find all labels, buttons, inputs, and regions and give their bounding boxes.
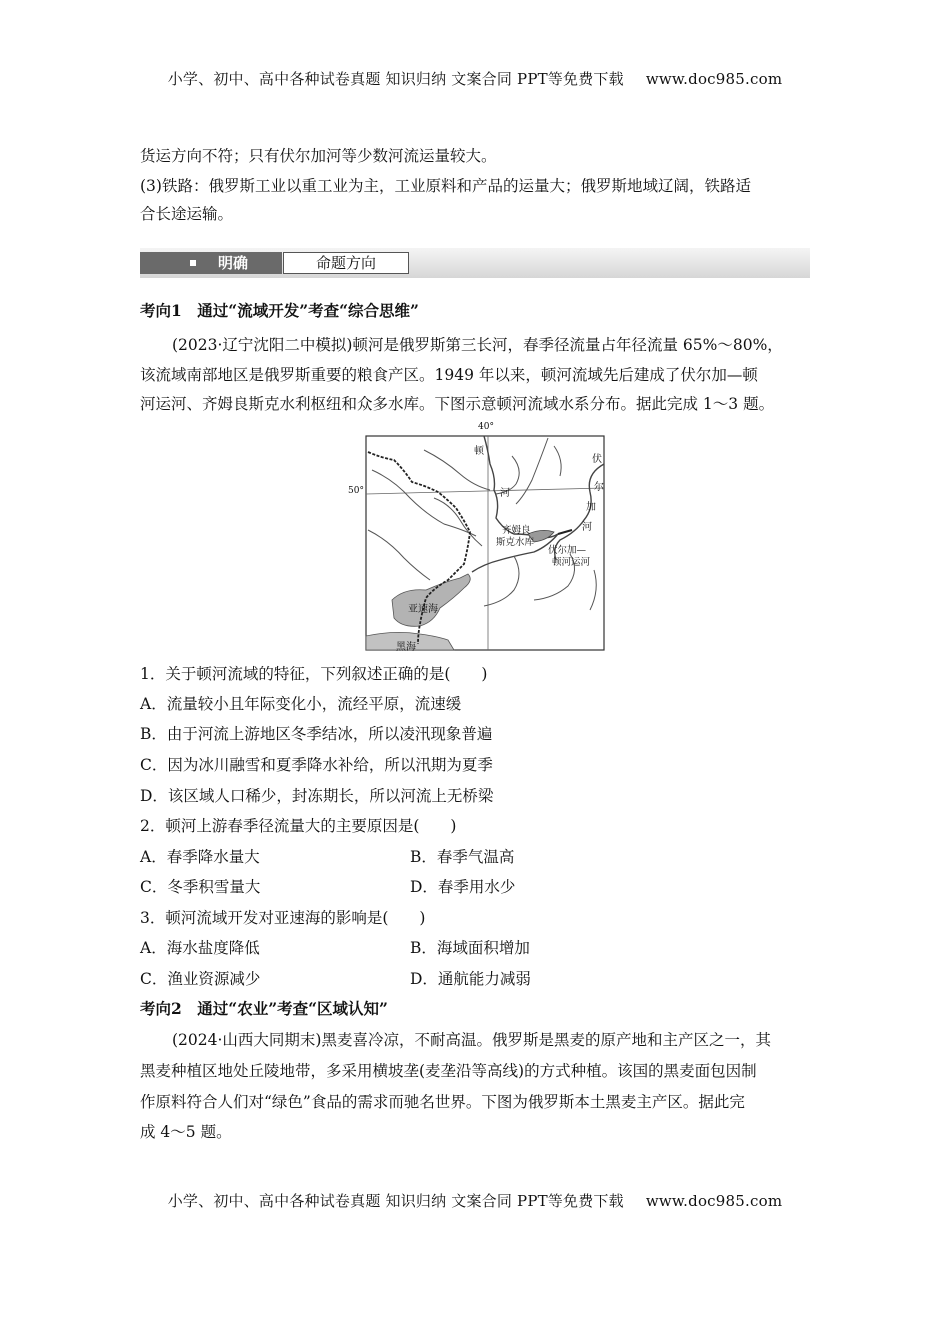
don-river-basin-map bbox=[348, 422, 606, 653]
section2-para-line-4: 成 4～5 题。 bbox=[140, 1123, 232, 1141]
header-text: 小学、初中、高中各种试卷真题 知识归纳 文案合同 PPT等免费下载 bbox=[167, 70, 624, 88]
page-header bbox=[0, 68, 950, 89]
don-label-2: 河 bbox=[500, 488, 510, 499]
canal-label-2: 顿河运河 bbox=[552, 557, 591, 568]
q1-stem: 1．关于顿河流域的特征，下列叙述正确的是( ) bbox=[140, 665, 488, 683]
canal-label-1: 伏尔加— bbox=[548, 545, 587, 556]
black-sea-label: 黑海 bbox=[396, 642, 416, 653]
section2-para-line-1: (2024·山西大同期末)黑麦喜冷凉，不耐高温。俄罗斯是黑麦的原产地和主产区之一，其 bbox=[172, 1031, 771, 1049]
section-banner bbox=[140, 248, 810, 278]
square-bullet-icon bbox=[190, 260, 196, 266]
section2-para-line-3: 作原料符合人们对“绿色”食品的需求而驰名世界。下图为俄罗斯本土黑麦主产区。据此完 bbox=[140, 1093, 745, 1111]
intro-line-2: (3)铁路：俄罗斯工业以重工业为主，工业原料和产品的运量大；俄罗斯地域辽阔，铁路适 bbox=[140, 177, 751, 195]
q2-option-c[interactable]: C．冬季积雪量大 bbox=[140, 878, 261, 896]
q3-option-a[interactable]: A．海水盐度降低 bbox=[140, 939, 260, 957]
section1-title: 考向1 通过“流域开发”考查“综合思维” bbox=[140, 301, 419, 320]
q3-option-b[interactable]: B．海域面积增加 bbox=[410, 939, 530, 957]
don-label-1: 顿 bbox=[474, 446, 484, 457]
volga-label-1: 伏 bbox=[592, 454, 602, 465]
banner-left-label: 明确 bbox=[218, 254, 249, 272]
footer-url[interactable]: www.doc985.com bbox=[645, 1192, 783, 1210]
intro-line-1: 货运方向不符；只有伏尔加河等少数河流运量较大。 bbox=[140, 147, 497, 165]
volga-label-3: 加 bbox=[586, 502, 596, 513]
q3-option-d[interactable]: D．通航能力减弱 bbox=[410, 970, 531, 988]
reservoir-label-2: 斯克水库 bbox=[496, 537, 535, 548]
section2-title: 考向2 通过“农业”考查“区域认知” bbox=[140, 999, 388, 1018]
q2-option-b[interactable]: B．春季气温高 bbox=[410, 848, 515, 866]
lat-label: 50° bbox=[348, 486, 364, 496]
q1-option-b[interactable]: B．由于河流上游地区冬季结冰，所以凌汛现象普遍 bbox=[140, 725, 493, 743]
azov-sea-label: 亚速海 bbox=[408, 604, 438, 615]
intro-line-3: 合长途运输。 bbox=[140, 205, 234, 223]
section1-para-line-2: 该流域南部地区是俄罗斯重要的粮食产区。1949 年以来，顿河流域先后建成了伏尔加—顿 bbox=[140, 366, 758, 384]
section1-para-line-1: (2023·辽宁沈阳二中模拟)顿河是俄罗斯第三长河，春季径流量占年径流量 65%～80%， bbox=[172, 336, 783, 354]
map-svg bbox=[364, 430, 606, 652]
q3-stem: 3．顿河流域开发对亚速海的影响是( ) bbox=[140, 909, 426, 927]
q3-option-c[interactable]: C．渔业资源减少 bbox=[140, 970, 261, 988]
q2-option-d[interactable]: D．春季用水少 bbox=[410, 878, 516, 896]
q2-stem: 2．顿河上游春季径流量大的主要原因是( ) bbox=[140, 817, 457, 835]
volga-label-4: 河 bbox=[582, 522, 592, 533]
banner-right-label: 命题方向 bbox=[283, 252, 409, 274]
section2-para-line-2: 黑麦种植区地处丘陵地带，多采用横坡垄(麦垄沿等高线)的方式种植。该国的黑麦面包因制 bbox=[140, 1062, 757, 1080]
q1-option-c[interactable]: C．因为冰川融雪和夏季降水补给，所以汛期为夏季 bbox=[140, 756, 493, 774]
q2-option-a[interactable]: A．春季降水量大 bbox=[140, 848, 260, 866]
footer-text: 小学、初中、高中各种试卷真题 知识归纳 文案合同 PPT等免费下载 bbox=[167, 1192, 624, 1210]
lon-label: 40° bbox=[478, 422, 494, 432]
reservoir-label-1: 齐姆良 bbox=[502, 525, 531, 536]
section1-para-line-3: 河运河、齐姆良斯克水利枢纽和众多水库。下图示意顿河流域水系分布。据此完成 1～3 题。 bbox=[140, 395, 775, 413]
banner-dark-tab bbox=[140, 252, 282, 274]
q1-option-d[interactable]: D．该区域人口稀少，封冻期长，所以河流上无桥梁 bbox=[140, 787, 494, 805]
q1-option-a[interactable]: A．流量较小且年际变化小，流经平原，流速缓 bbox=[140, 695, 462, 713]
volga-label-2: 尔 bbox=[594, 482, 604, 493]
page-footer bbox=[0, 1190, 950, 1211]
header-url[interactable]: www.doc985.com bbox=[645, 70, 783, 88]
